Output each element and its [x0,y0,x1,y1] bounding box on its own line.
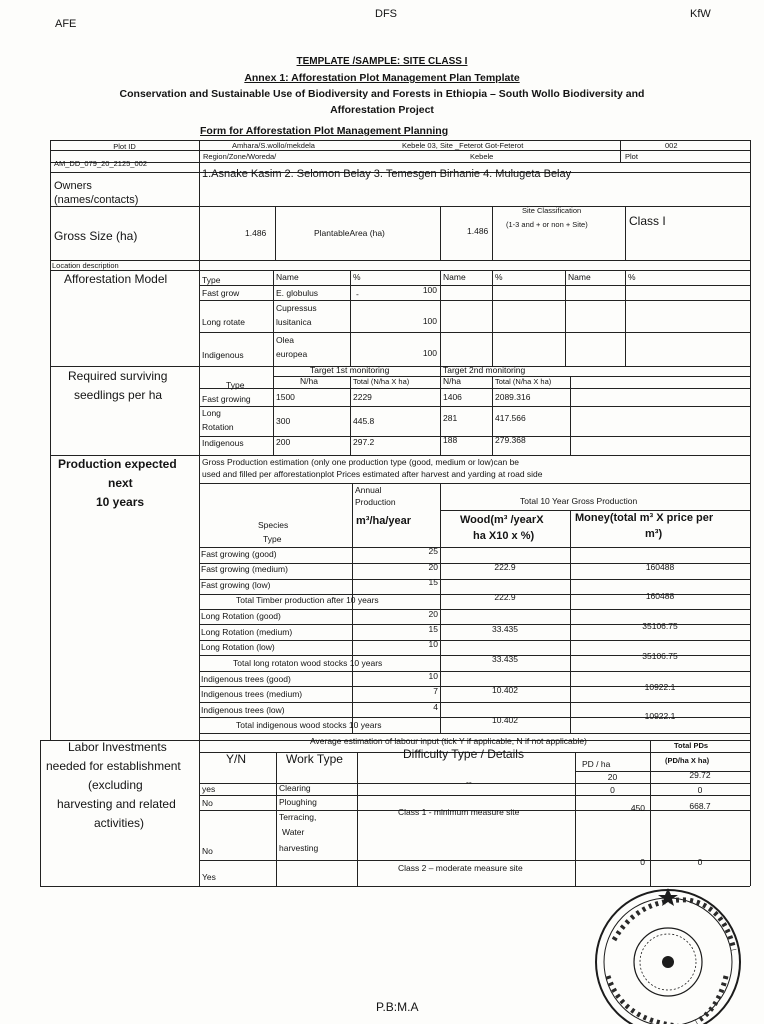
labor-col-pd-ha: PD / ha [582,759,611,769]
seedlings-row-2-type-line2: Rotation [202,422,234,432]
plot-label: Plot [625,152,638,161]
plantable-area-value: 1.486 [467,226,489,236]
production-row-7-annual: 10 [428,639,438,649]
production-row-3-species: Fast growing (low) [201,580,271,590]
labor-col-yn: Y/N [226,752,247,766]
labor-col-difficulty: Difficulty Type / Details [403,747,524,761]
model-col-name-2: Name [443,272,466,282]
wood-col-line2: ha X10 x %) [473,530,535,542]
seedlings-row-2-t1: 445.8 [353,416,375,426]
production-row-10-wood: 10.402 [492,685,518,695]
seedlings-col-total-2: Total (N/ha X ha) [495,377,552,386]
model-row-3-name-line2: europea [276,349,308,359]
labor-label-line5: activities) [94,816,145,830]
target-2-header: Target 2nd monitoring [443,365,526,375]
labor-label-line3: (excluding [88,778,143,792]
production-row-1-annual: 25 [428,546,438,556]
site-class-value: Class I [629,214,666,228]
seedlings-row-2-type-line1: Long [202,408,221,418]
production-row-11-annual: 4 [433,702,438,712]
target-1-header: Target 1st monitoring [310,365,390,375]
production-total-long-rotation-wood: 33.435 [492,654,518,664]
labor-row-4-difficulty: Class 1 - minimum measure site [398,807,520,817]
money-col-line1: Money(total m³ X price per [575,512,714,524]
production-row-7-species: Long Rotation (low) [201,642,275,652]
template-title: TEMPLATE /SAMPLE: SITE CLASS I [296,56,468,67]
seedlings-col-nha-1: N/ha [300,376,318,386]
production-total-indigenous-money: 10922.1 [644,711,676,721]
production-row-9-species: Indigenous trees (good) [201,674,291,684]
labor-row-1-pd: 20 [607,772,618,782]
model-row-1-type: Fast grow [202,288,240,298]
gross-size-label: Gross Size (ha) [54,229,138,243]
production-label-line2: next [108,476,133,490]
labor-row-4-work-line1: Terracing, [279,812,317,822]
labor-row-5-total: 0 [697,857,703,867]
seedlings-row-3-t1: 297.2 [353,437,375,447]
seedlings-row-2-n1: 300 [276,416,291,426]
labor-row-5-yn: Yes [202,872,216,882]
annual-production-line2: Production [355,497,396,507]
seedlings-label-line1: Required surviving [68,369,168,383]
owners-names: 1.Asnake Kasim 2. Selomon Belay 3. Temesgen Birhanie 4. Mulugeta Belay [202,168,572,180]
official-stamp [578,880,758,1024]
labor-row-2-total: 0 [697,785,703,795]
labor-row-2-yn: yes [202,784,216,794]
plot-id-value: AM_DD_079_20_2125_002 [54,159,147,168]
production-row-5-species: Long Rotation (good) [201,611,281,621]
seedlings-row-1-n2: 1406 [443,392,462,402]
model-col-name-1: Name [276,272,299,282]
project-title-line1: Conservation and Sustainable Use of Biodiversity and Forests in Ethiopia – South Wollo Biodiversity and [119,88,645,100]
model-row-2-type: Long rotate [202,317,246,327]
labor-row-2-pd: 0 [610,785,615,795]
model-row-3-name-line1: Olea [276,335,294,345]
species-col-line1: Species [258,520,289,530]
model-row-3-pct: 100 [422,348,437,358]
seedlings-row-1-n1: 1500 [276,392,295,402]
model-col-name-3: Name [568,272,591,282]
production-total-indigenous: Total indigenous wood stocks 10 years [236,720,382,730]
owners-label-line1: Owners [54,180,92,192]
region-value: Amhara/S.wollo/mekdela [232,141,315,150]
annex-title: Annex 1: Afforestation Plot Management Plan Template [244,72,520,84]
labor-col-total-line1: Total PDs [674,741,709,750]
plot-number-value: 002 [665,141,678,150]
production-row-2-annual: 20 [428,562,438,572]
labor-row-3-yn: No [202,798,213,808]
owners-label-line2: (names/contacts) [54,194,139,206]
afforestation-model-label: Afforestation Model [64,272,168,286]
production-row-6-wood: 33.435 [492,624,518,634]
seedlings-row-1-t2: 2089.316 [495,392,531,402]
seedlings-row-1-type: Fast growing [202,394,251,404]
production-row-6-annual: 15 [428,624,438,634]
footer-text: P.B:M.A [376,1000,419,1014]
labor-average-header: Average estimation of labour input (tick Y if applicable, N if not applicable) [310,736,587,746]
kebele-site-value: Kebele 03, Site _Feterot Got-Feterot [402,141,524,150]
seedlings-row-2-n2: 281 [443,413,458,423]
labor-row-5-pd: 0 [640,857,645,867]
money-col-line2: m³) [645,528,663,540]
seedlings-row-3-n2: 188 [443,435,458,445]
production-row-2-money: 160488 [645,562,675,572]
labor-row-2-work: Clearing [279,783,311,793]
seedlings-row-2-t2: 417.566 [495,413,526,423]
labor-label-line2: needed for establishment [46,759,181,773]
annual-production-unit: m³/ha/year [356,515,412,527]
production-row-6-money: 35106.75 [642,621,678,631]
labor-row-4-work-line2: Water [282,827,305,837]
project-title-line2: Afforestation Project [330,104,434,116]
production-row-10-annual: 7 [433,686,438,696]
region-label: Region/Zone/Woreda/ [203,152,277,161]
model-col-pct-2: % [495,272,503,282]
annual-production-line1: Annual [355,485,382,495]
production-row-11-species: Indigenous trees (low) [201,705,285,715]
species-col-line2: Type [263,534,282,544]
production-total-timber-money: 160488 [645,591,675,601]
production-total-indigenous-wood: 10.402 [492,715,518,725]
seedlings-row-3-type: Indigenous [202,438,244,448]
labor-col-total-line2: (PD/ha X ha) [665,756,710,765]
production-row-1-species: Fast growing (good) [201,549,277,559]
labor-label-line4: harvesting and related [57,797,176,811]
production-row-2-wood: 222.9 [494,562,516,572]
wood-col-line1: Wood(m³ /yearX [460,514,544,526]
model-row-2-pct: 100 [422,316,437,326]
model-row-2-name-line2: lusitanica [276,317,312,327]
production-row-3-annual: 15 [428,577,438,587]
model-col-type: Type [202,275,221,285]
production-total-long-rotation: Total long rotaton wood stocks 10 years [233,658,383,668]
seedlings-row-1-t1: 2229 [353,392,372,402]
production-note-line1: Gross Production estimation (only one production type (good, medium or low)can be [202,457,520,467]
production-label-line3: 10 years [96,495,145,509]
seedlings-col-nha-2: N/ha [443,376,461,386]
plot-id-label: Plot ID [113,142,136,151]
form-title: Form for Afforestation Plot Management Planning [200,125,449,137]
seedlings-label-line2: seedlings per ha [74,388,163,402]
labor-row-2-difficulty: -- [466,777,472,787]
plantable-area-label: PlantableArea (ha) [314,228,385,238]
corner-left-text: AFE [55,18,77,30]
labor-col-work-type: Work Type [286,752,343,766]
seedlings-row-3-t2: 279.368 [495,435,526,445]
corner-right-text: KfW [690,8,711,20]
production-row-5-annual: 20 [428,609,438,619]
labor-row-1-total: 29.72 [689,770,711,780]
production-row-6-species: Long Rotation (medium) [201,627,293,637]
labor-label-line1: Labor Investments [68,740,167,754]
labor-row-4-yn: No [202,846,213,856]
labor-row-4-pd: 450 [630,803,645,813]
site-class-label-line2: (1-3 and + or non + Site) [506,220,588,229]
corner-center-text: DFS [375,8,397,20]
total-10-year-header: Total 10 Year Gross Production [520,496,638,506]
site-class-label-line1: Site Classification [522,206,582,215]
production-total-long-rotation-money: 35106.75 [642,651,678,661]
model-row-2-name-line1: Cupressus [276,303,317,313]
production-total-timber-wood: 222.9 [494,592,516,602]
production-label-line1: Production expected [58,457,177,471]
production-total-timber: Total Timber production after 10 years [236,595,379,605]
model-row-1-pct: 100 [422,285,437,295]
labor-row-5-difficulty: Class 2 – moderate measure site [398,863,523,873]
production-row-9-annual: 10 [428,671,438,681]
model-row-1-name: E. globulus [276,288,319,298]
production-row-10-money: 10922.1 [644,682,676,692]
production-row-2-species: Fast growing (medium) [201,564,288,574]
labor-row-4-work-line3: harvesting [279,843,319,853]
seedlings-row-3-n1: 200 [276,437,291,447]
model-col-pct-1: % [353,272,361,282]
model-col-pct-3: % [628,272,636,282]
model-row-3-type: Indigenous [202,350,244,360]
labor-row-4-total: 668.7 [689,801,711,811]
production-note-line2: used and filled per afforestationplot Prices estimated after harvest and yarding at road side [202,469,543,479]
kebele-label: Kebele [470,152,494,161]
seedlings-col-type: Type [226,380,245,390]
labor-row-3-work: Ploughing [279,797,317,807]
production-row-10-species: Indigenous trees (medium) [201,689,303,699]
gross-size-value: 1.486 [245,228,267,238]
seedlings-col-total-1: Total (N/ha X ha) [353,377,410,386]
model-row-1-mark: - [356,289,359,299]
location-label: Location description [52,261,119,270]
